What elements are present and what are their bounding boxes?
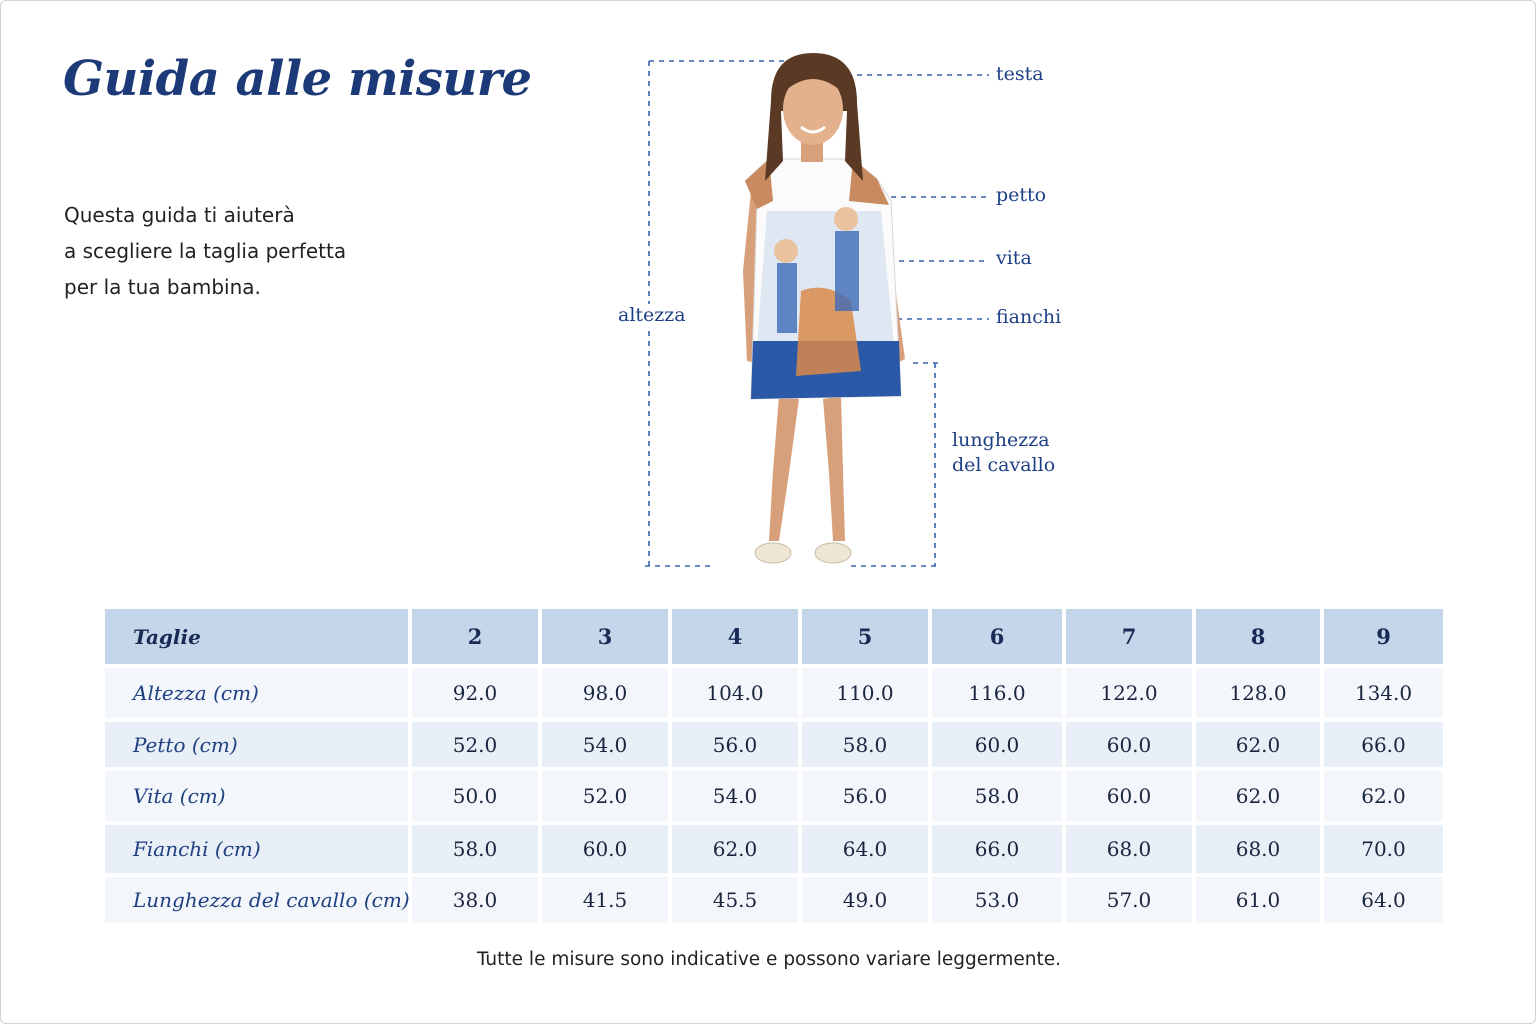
size-table	[105, 609, 1435, 923]
table-cell: 116.0	[932, 668, 1062, 718]
table-cell: 62.0	[1196, 722, 1320, 767]
table-cell: 92.0	[412, 668, 538, 718]
table-cell: 128.0	[1196, 668, 1320, 718]
table-header-size: 3	[542, 609, 668, 664]
table-cell: 66.0	[1324, 722, 1443, 767]
row-label-petto: Petto (cm)	[105, 722, 408, 767]
table-cell: 62.0	[1196, 771, 1320, 821]
table-cell: 56.0	[672, 722, 798, 767]
table-cell: 122.0	[1066, 668, 1192, 718]
table-cell: 104.0	[672, 668, 798, 718]
row-label-altezza: Altezza (cm)	[105, 668, 408, 718]
table-cell: 56.0	[802, 771, 928, 821]
intro-line-1: Questa guida ti aiuterà	[64, 203, 295, 227]
table-cell: 45.5	[672, 877, 798, 923]
table-cell: 57.0	[1066, 877, 1192, 923]
table-cell: 58.0	[412, 825, 538, 873]
label-vita: vita	[996, 247, 1032, 269]
table-header-size: 4	[672, 609, 798, 664]
table-cell: 62.0	[1324, 771, 1443, 821]
label-fianchi: fianchi	[996, 306, 1062, 328]
table-cell: 66.0	[932, 825, 1062, 873]
table-cell: 64.0	[1324, 877, 1443, 923]
label-testa: testa	[996, 63, 1044, 85]
intro-line-2: a scegliere la taglia perfetta	[64, 239, 347, 263]
label-lunghezza-cavallo	[952, 429, 1055, 476]
table-cell: 98.0	[542, 668, 668, 718]
footnote: Tutte le misure sono indicative e possono variare leggermente.	[476, 949, 1062, 970]
table-cell: 53.0	[932, 877, 1062, 923]
table-header-size: 8	[1196, 609, 1320, 664]
table-cell: 70.0	[1324, 825, 1443, 873]
table-cell: 58.0	[932, 771, 1062, 821]
intro-line-3: per la tua bambina.	[64, 275, 261, 299]
row-label-lunghezza-cavallo: Lunghezza del cavallo (cm)	[105, 877, 408, 923]
table-cell: 38.0	[412, 877, 538, 923]
table-cell: 62.0	[672, 825, 798, 873]
table-header-size: 7	[1066, 609, 1192, 664]
table-cell: 54.0	[672, 771, 798, 821]
table-header-size: 6	[932, 609, 1062, 664]
page-title: Guida alle misure	[63, 51, 532, 107]
table-cell: 68.0	[1066, 825, 1192, 873]
label-petto: petto	[996, 184, 1047, 206]
table-cell: 60.0	[542, 825, 668, 873]
table-cell: 49.0	[802, 877, 928, 923]
table-cell: 60.0	[1066, 722, 1192, 767]
table-cell: 54.0	[542, 722, 668, 767]
table-cell: 60.0	[932, 722, 1062, 767]
table-cell: 134.0	[1324, 668, 1443, 718]
row-label-fianchi: Fianchi (cm)	[105, 825, 408, 873]
row-label-vita: Vita (cm)	[105, 771, 408, 821]
table-cell: 110.0	[802, 668, 928, 718]
table-cell: 58.0	[802, 722, 928, 767]
table-header-size: 2	[412, 609, 538, 664]
label-cavallo-line-1: lunghezza	[952, 429, 1050, 451]
table-cell: 68.0	[1196, 825, 1320, 873]
table-cell: 52.0	[412, 722, 538, 767]
table-cell: 60.0	[1066, 771, 1192, 821]
table-cell: 41.5	[542, 877, 668, 923]
table-cell: 64.0	[802, 825, 928, 873]
label-cavallo-line-2: del cavallo	[952, 454, 1056, 476]
table-cell: 61.0	[1196, 877, 1320, 923]
table-cell: 52.0	[542, 771, 668, 821]
table-header-size: 5	[802, 609, 928, 664]
intro-text	[64, 197, 424, 305]
measurement-figure	[601, 41, 1101, 601]
table-header-label: Taglie	[105, 609, 408, 664]
table-cell: 50.0	[412, 771, 538, 821]
table-header-size: 9	[1324, 609, 1443, 664]
label-altezza: altezza	[618, 304, 686, 326]
